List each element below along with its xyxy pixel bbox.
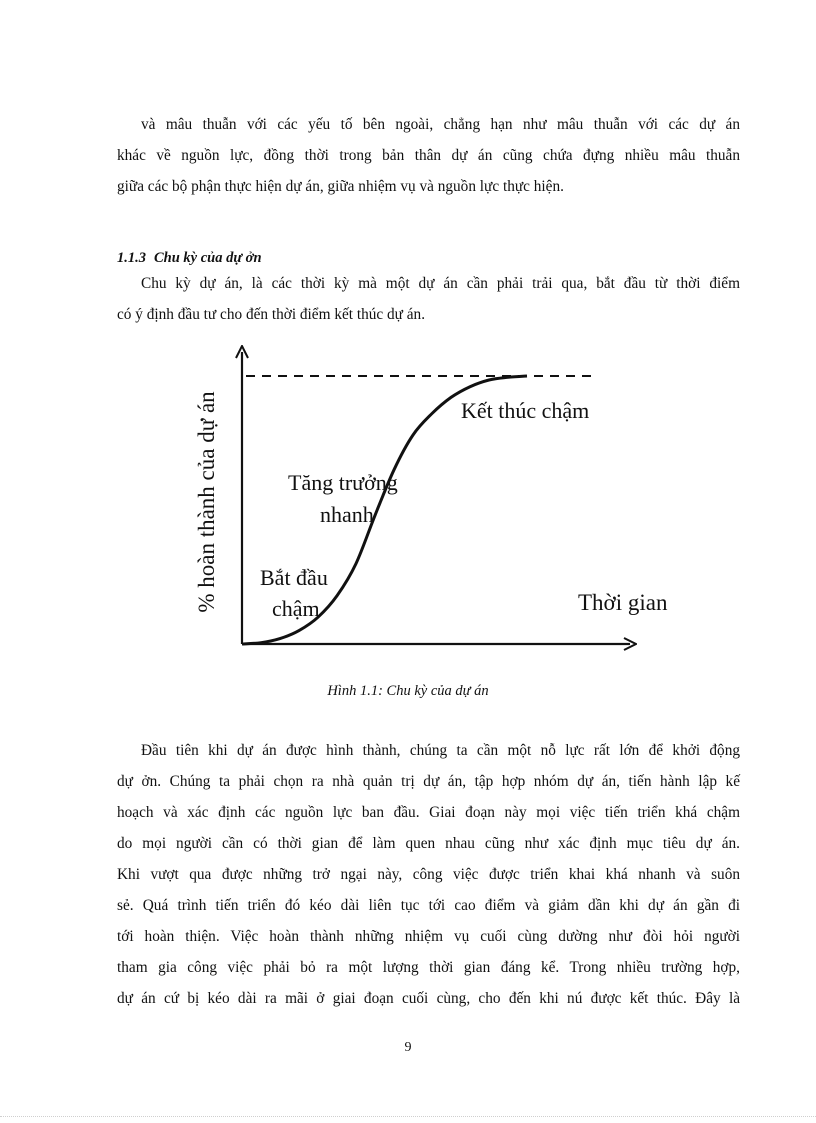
paragraph-line: có ý định đầu tư cho đến thời điểm kết thúc dự án.: [117, 306, 426, 323]
annotation-start-line1: Bắt đầu: [260, 565, 328, 590]
paragraph-line: Khi vượt qua được những trở ngại này, công việc được triển khai khá nhanh và suôn: [117, 866, 740, 883]
paragraph-line: khác về nguồn lực, đồng thời trong bản thân dự án cũng chứa đựng nhiều mâu thuẫn: [117, 147, 740, 164]
paragraph-line: tham gia công việc phải bỏ ra một lượng thời gian đáng kể. Trong nhiều trường hợp,: [117, 959, 740, 976]
page-number: 9: [404, 1040, 412, 1055]
x-axis-label: Thời gian: [578, 590, 668, 615]
paragraph-2: [117, 268, 740, 330]
paragraph-line: giữa các bộ phận thực hiện dự án, giữa nhiệm vụ và nguồn lực thực hiện.: [117, 178, 564, 195]
footer-divider: [0, 1116, 816, 1117]
annotation-growth-line2: nhanh: [320, 502, 374, 527]
paragraph-line: Chu kỳ dự án, là các thời kỳ mà một dự án cần phải trải qua, bắt đầu từ thời điểm: [141, 275, 740, 292]
section-title: Chu kỳ của dự ởn: [154, 250, 262, 266]
annotation-finish: Kết thúc chậm: [461, 398, 590, 423]
section-heading: [117, 248, 262, 268]
paragraph-line: tới hoàn thiện. Việc hoàn thành những nhiệm vụ cuối cùng dường như đòi hỏi người: [117, 928, 740, 945]
project-lifecycle-chart: [180, 340, 668, 665]
y-axis-label: % hoàn thành của dự án: [194, 391, 219, 613]
paragraph-line: Đầu tiên khi dự án được hình thành, chúng ta cần một nỗ lực rất lớn để khởi động: [141, 742, 740, 759]
paragraph-line: dự ởn. Chúng ta phải chọn ra nhà quản trị dự án, tập hợp nhóm dự án, tiến hành lập kế: [117, 773, 740, 790]
paragraph-line: do mọi người cần có thời gian để làm quen nhau cũng như xác định mục tiêu dự án.: [117, 835, 740, 852]
figure-caption: Hình 1.1: Chu kỳ của dự án: [327, 683, 489, 699]
chart-svg: [180, 340, 668, 665]
paragraph-line: dự án cứ bị kéo dài ra mãi ở giai đoạn cuối cùng, cho đến khi nú được kết thúc. Đây là: [117, 990, 740, 1007]
paragraph-line: sẻ. Quá trình tiến triển đó kéo dài liên tục tới cao điểm và giảm dần khi dự án gần đi: [117, 897, 740, 914]
annotation-start-line2: chậm: [272, 596, 320, 621]
annotation-growth-line1: Tăng trưởng: [288, 470, 398, 495]
paragraph-1: [117, 109, 740, 202]
paragraph-line: và mâu thuẫn với các yếu tố bên ngoài, chẳng hạn như mâu thuẫn với các dự án: [141, 116, 740, 133]
section-number: 1.1.3: [117, 250, 146, 266]
paragraph-line: hoạch và xác định các nguồn lực ban đầu. Giai đoạn này mọi việc tiến triển khá chậm: [117, 804, 740, 821]
paragraph-3: [117, 735, 740, 1014]
